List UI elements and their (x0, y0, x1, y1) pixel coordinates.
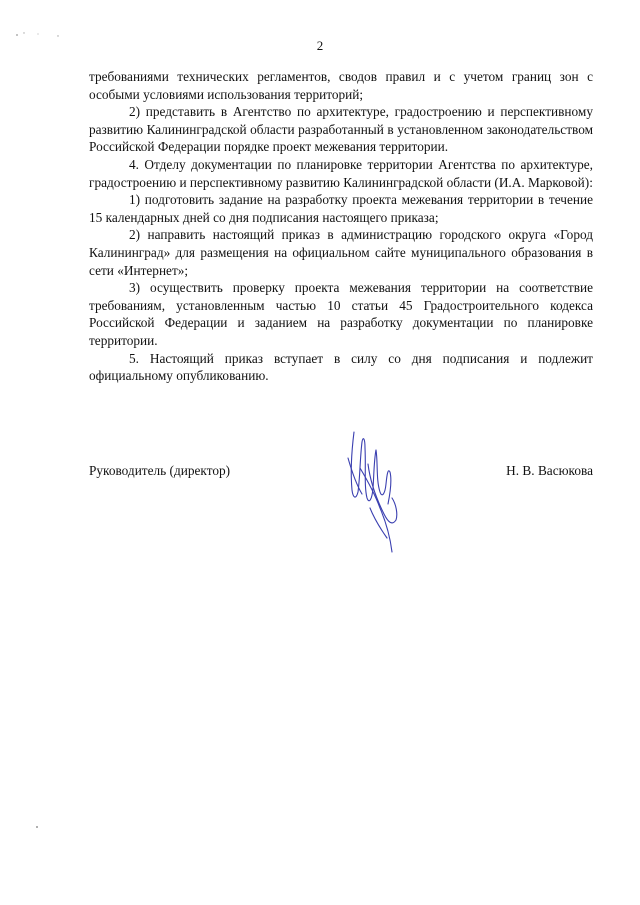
paragraph-continuation: требованиями технических регламентов, сводов правил и с учетом границ зон с особыми условиями использования территорий; (89, 69, 593, 102)
page-number: 2 (316, 38, 324, 53)
paragraph-item-3-verify: 3) осуществить проверку проекта межевания территории на соответствие требованиям, установленным частью 10 статьи 45 Градостроительного кодекса Российской Федерации и заданием на разработку документации по планировке территории. (89, 280, 593, 348)
handwritten-signature (340, 428, 402, 556)
paragraph-item-1-prepare: 1) подготовить задание на разработку проекта межевания территории в течение 15 календарных дней со дня подписания настоящего приказа; (89, 192, 593, 225)
signatory-role: Руководитель (директор) (89, 463, 231, 478)
scan-speck (36, 826, 38, 828)
document-body (89, 68, 593, 385)
paragraph-item-2-send: 2) направить настоящий приказ в администрацию городского округа «Город Калининград» для размещения на официальном сайте муниципального образования в сети «Интернет»; (89, 227, 593, 278)
paragraph-item-2-submit: 2) представить в Агентство по архитектуре, градостроению и перспективному развитию Калининградской области разработанный в установленном законодательством Российской Федерации порядке проект межевания территории. (89, 104, 593, 155)
signatory-name: Н. В. Васюкова (506, 463, 593, 478)
paragraph-section-5: 5. Настоящий приказ вступает в силу со дня подписания и подлежит официальному опубликованию. (89, 350, 593, 384)
paragraph-section-4: 4. Отделу документации по планировке территории Агентства по архитектуре, градостроению и перспективному развитию Калининградской области (И.А. Марковой): (89, 156, 593, 190)
